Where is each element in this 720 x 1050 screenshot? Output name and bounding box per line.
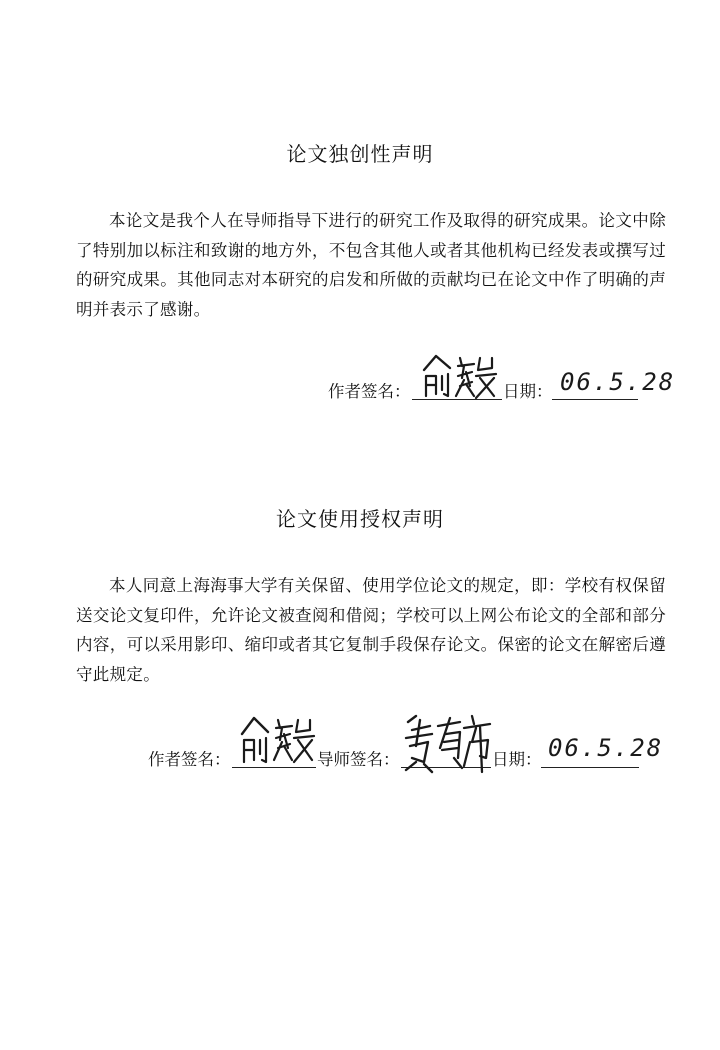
authorization-advisor-label: 导师签名： (317, 750, 400, 769)
authorization-author-label: 作者签名： (148, 750, 231, 769)
declaration-author-label: 作者签名： (328, 382, 411, 401)
declaration-body: 本论文是我个人在导师指导下进行的研究工作及取得的研究成果。论文中除了特别加以标注和致谢的地方外，不包含其他人或者其他机构已经发表或撰写过的研究成果。其他同志对本研究的启发和所做的贡献均已在论文中作了明确的声明并表示了感谢。 (76, 211, 666, 319)
authorization-title: 论文使用授权声明 (276, 507, 444, 531)
authorization-author-line (232, 767, 316, 768)
authorization-advisor-signature (402, 712, 494, 774)
declaration-title: 论文独创性声明 (286, 142, 434, 166)
declaration-date-value: 06.5.28 (560, 368, 676, 396)
authorization-date-value: 06.5.28 (548, 734, 664, 762)
declaration-date-label: 日期： (503, 382, 553, 401)
authorization-author-signature (234, 708, 318, 766)
authorization-date-line (541, 767, 639, 768)
authorization-date-label: 日期： (492, 750, 542, 769)
authorization-body: 本人同意上海海事大学有关保留、使用学位论文的规定，即：学校有权保留送交论文复印件，允许论文被查阅和借阅；学校可以上网公布论文的全部和部分内容，可以采用影印、缩印或者其它复制手段保存论文。保密的论文在解密后遵守此规定。 (76, 576, 666, 684)
